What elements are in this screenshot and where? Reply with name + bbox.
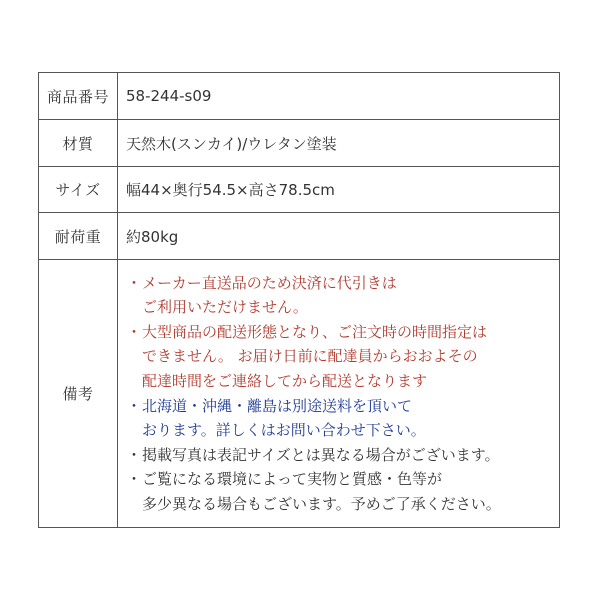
remarks-notes xyxy=(118,260,560,528)
remark-bullet: ・ xyxy=(126,322,142,341)
spec-row-size xyxy=(39,167,560,213)
remark-line: ご利用いただけません。 xyxy=(142,298,308,317)
spec-row-product-number xyxy=(39,73,560,120)
remark-note-cod xyxy=(126,271,559,320)
material-value: 天然木(スンカイ)/ウレタン塗装 xyxy=(118,120,560,167)
remark-line: できません。 お届け日前に配達員からおおよその xyxy=(142,347,478,366)
load-capacity-label: 耐荷重 xyxy=(39,213,118,260)
remark-line: メーカー直送品のため決済に代引きは xyxy=(142,273,397,292)
remark-line: ご覧になる環境によって実物と質感・色等が xyxy=(142,470,443,489)
remark-bullet: ・ xyxy=(126,273,142,292)
spec-row-load-capacity xyxy=(39,213,560,260)
remark-line: 大型商品の配送形態となり、ご注文時の時間指定は xyxy=(142,322,488,341)
remark-note-photo-size xyxy=(126,443,559,468)
size-label: サイズ xyxy=(39,167,118,213)
remarks-label: 備考 xyxy=(39,260,118,528)
remark-line: 配達時間をご連絡してから配送となります xyxy=(142,371,428,390)
product-spec-table xyxy=(38,72,560,528)
remark-bullet: ・ xyxy=(126,396,142,415)
material-label: 材質 xyxy=(39,120,118,167)
product-number-value: 58-244-s09 xyxy=(118,73,560,120)
load-capacity-value: 約80kg xyxy=(118,213,560,260)
spec-row-material xyxy=(39,120,560,167)
remark-line: 北海道・沖縄・離島は別途送料を頂いて xyxy=(142,396,413,415)
remark-note-delivery-time xyxy=(126,320,559,394)
remark-line: 掲載写真は表記サイズとは異なる場合がございます。 xyxy=(142,445,500,464)
remark-note-color-texture xyxy=(126,467,559,516)
remark-bullet: ・ xyxy=(126,470,142,489)
remark-bullet: ・ xyxy=(126,445,142,464)
product-number-label: 商品番号 xyxy=(39,73,118,120)
remark-line: 多少異なる場合もございます。予めご了承ください。 xyxy=(142,494,501,513)
size-value: 幅44×奥行54.5×高さ78.5cm xyxy=(118,167,560,213)
remark-line: おります。詳しくはお問い合わせ下さい。 xyxy=(142,421,426,440)
remark-note-shipping-fee xyxy=(126,394,559,443)
spec-row-remarks xyxy=(39,260,560,528)
